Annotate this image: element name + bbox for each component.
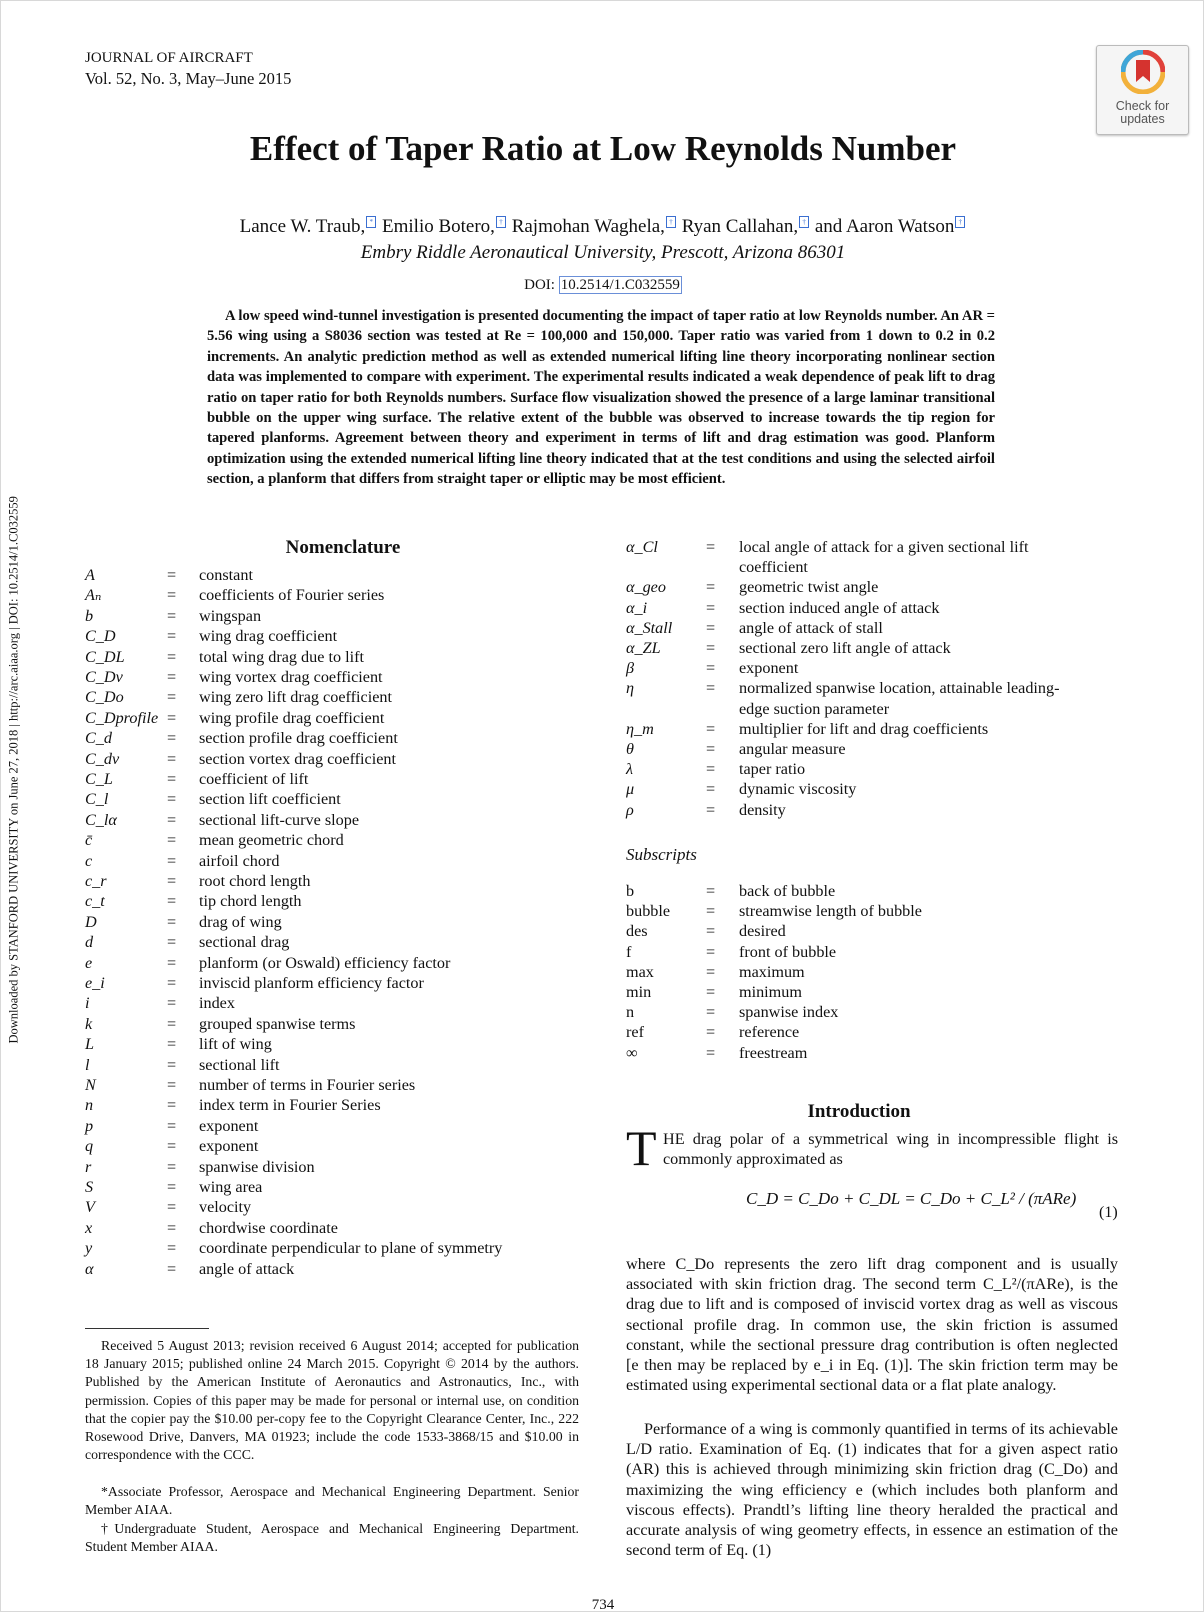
nomenclature-symbol: C_Dv xyxy=(85,668,123,686)
author: Lance W. Traub, xyxy=(239,216,366,237)
nomenclature-symbol: A xyxy=(85,566,95,584)
equals-sign: = xyxy=(706,618,716,637)
nomenclature-symbol: N xyxy=(85,1076,96,1094)
nomenclature-definition: freestream xyxy=(739,1043,808,1062)
equals-sign: = xyxy=(167,953,177,972)
equals-sign: = xyxy=(706,679,716,698)
abstract: A low speed wind-tunnel investigation is presented documenting the impact of taper ratio at low Reynolds number. An AR = 5.56 wing using a S8036 section was tested at Re = 100,000 and 150,000. Taper ratio was varied from 1 down to 0.2 in 0.2 increments. An analytic prediction method as well as extended numerical lifting line theory incorporating nonlinear section data was implemented to compare with experiment. The experimental results indicated a weak dependence of peak lift to drag ratio on taper ratio for both Reynolds numbers. Surface flow visualization showed the presence of a large laminar transitional bubble on the upper wing surface. The relative extent of the bubble was observed to increase towards the tip region for tapered planforms. Agreement between theory and experiment in terms of lift and drag estimation was good. Planform optimization using the extended numerical lifting line theory indicated that at the test conditions and using the selected airfoil section, a planform that differs from straight taper or elliptic may be most efficient. xyxy=(207,308,995,488)
nomenclature-symbol: b xyxy=(85,606,94,625)
equals-sign: = xyxy=(167,668,177,686)
badge-label: Check for updates xyxy=(1115,99,1170,126)
equals-sign: = xyxy=(706,983,716,1001)
nomenclature-symbol: C_DL xyxy=(85,647,125,666)
nomenclature-symbol: ref xyxy=(626,1023,644,1042)
equals-sign: = xyxy=(167,770,177,788)
nomenclature-symbol: c̄ xyxy=(85,831,93,850)
drop-cap: T xyxy=(626,1120,657,1176)
nomenclature-symbol: C_Do xyxy=(85,688,124,707)
nomenclature-definition: index term in Fourier Series xyxy=(199,1096,381,1115)
nomenclature-definition: spanwise index xyxy=(739,1003,839,1022)
equals-sign: = xyxy=(167,1259,177,1278)
equals-sign: = xyxy=(706,962,716,981)
nomenclature-symbol: y xyxy=(85,1239,93,1258)
equals-sign: = xyxy=(167,1239,177,1258)
nomenclature-definition: taper ratio xyxy=(739,760,806,779)
nomenclature-symbol: D xyxy=(85,912,97,931)
journal-volume: Vol. 52, No. 3, May–June 2015 xyxy=(85,69,292,88)
nomenclature-definition: constant xyxy=(199,566,253,584)
equals-sign: = xyxy=(167,1178,177,1196)
equals-sign: = xyxy=(706,598,716,617)
nomenclature-definition: sectional drag xyxy=(199,933,290,952)
equals-sign: = xyxy=(706,800,716,819)
equals-sign: = xyxy=(167,892,177,911)
equals-sign: = xyxy=(706,902,716,921)
nomenclature-symbol: η xyxy=(626,679,635,698)
nomenclature-symbol: n xyxy=(626,1003,635,1022)
download-sidebar: Downloaded by STANFORD UNIVERSITY on June 27, 2018 | http://arc.aiaa.org | DOI: 10.2514/1.C032559 xyxy=(6,496,21,1044)
nomenclature-symbol: α_geo xyxy=(626,578,666,597)
equals-sign: = xyxy=(167,810,177,829)
nomenclature-definition: velocity xyxy=(199,1198,252,1217)
nomenclature-definition: number of terms in Fourier series xyxy=(199,1076,416,1094)
nomenclature-definition: multiplier for lift and drag coefficients xyxy=(739,719,989,738)
nomenclature-definition: tip chord length xyxy=(199,892,302,911)
nomenclature-symbol: d xyxy=(85,933,94,952)
nomenclature-symbol: des xyxy=(626,922,648,941)
nomenclature-definition: wing profile drag coefficient xyxy=(199,708,385,727)
nomenclature-symbol: min xyxy=(626,983,652,1001)
introduction-heading: Introduction xyxy=(807,1101,911,1122)
nomenclature-definition: index xyxy=(199,994,235,1013)
nomenclature-definition: maximum xyxy=(739,962,805,981)
equals-sign: = xyxy=(167,749,177,768)
nomenclature-symbol: ρ xyxy=(626,800,634,819)
nomenclature-symbol: c xyxy=(85,851,93,870)
nomenclature-symbol: r xyxy=(85,1157,92,1176)
nomenclature-symbol: Aₙ xyxy=(85,586,102,605)
nomenclature-definition: section lift coefficient xyxy=(199,790,341,809)
nomenclature-symbol: b xyxy=(626,882,635,900)
footnote-marker[interactable]: † xyxy=(799,216,809,228)
footnote-marker[interactable]: † xyxy=(955,216,965,228)
nomenclature-definition: lift of wing xyxy=(199,1035,272,1054)
equals-sign: = xyxy=(167,606,177,625)
nomenclature-definition: wing drag coefficient xyxy=(199,627,338,646)
equals-sign: = xyxy=(167,627,177,646)
equals-sign: = xyxy=(706,780,716,799)
nomenclature-definition: section profile drag coefficient xyxy=(199,729,398,748)
nomenclature-definition: density xyxy=(739,800,786,819)
equals-sign: = xyxy=(706,922,716,941)
equals-sign: = xyxy=(167,647,177,666)
nomenclature-definition: coordinate perpendicular to plane of symmetry xyxy=(199,1239,503,1258)
nomenclature-symbol: C_D xyxy=(85,627,116,646)
nomenclature-definition: normalized spanwise location, attainable leading- xyxy=(739,679,1060,698)
doi-label: DOI: xyxy=(524,277,555,293)
nomenclature-symbol: V xyxy=(85,1198,95,1217)
nomenclature-symbol: i xyxy=(85,994,90,1013)
nomenclature-symbol: l xyxy=(85,1055,90,1074)
equals-sign: = xyxy=(167,831,177,850)
equals-sign: = xyxy=(167,1116,177,1135)
nomenclature-symbol: e_i xyxy=(85,974,105,992)
paper-title: Effect of Taper Ratio at Low Reynolds Number xyxy=(249,129,957,168)
nomenclature-symbol: η_m xyxy=(626,719,654,738)
nomenclature-symbol: x xyxy=(85,1218,93,1237)
equals-sign: = xyxy=(167,1096,177,1115)
equals-sign: = xyxy=(706,659,716,678)
nomenclature-definition-continued: coefficient xyxy=(739,558,808,577)
nomenclature-symbol: L xyxy=(85,1035,95,1054)
nomenclature-right-column xyxy=(626,537,1118,827)
nomenclature-symbol: θ xyxy=(626,740,634,758)
equals-sign: = xyxy=(167,729,177,748)
nomenclature-definition: chordwise coordinate xyxy=(199,1218,338,1237)
nomenclature-definition: angular measure xyxy=(739,740,846,758)
nomenclature-symbol: q xyxy=(85,1137,94,1156)
intro-paragraph-1: HE drag polar of a symmetrical wing in incompressible flight is commonly approximated as xyxy=(663,1130,1118,1168)
nomenclature-definition: total wing drag due to lift xyxy=(199,647,364,666)
nomenclature-definition: sectional zero lift angle of attack xyxy=(739,639,951,657)
nomenclature-definition: minimum xyxy=(739,983,802,1001)
nomenclature-symbol: C_l xyxy=(85,790,109,809)
nomenclature-symbol: C_d xyxy=(85,729,112,748)
nomenclature-definition: sectional lift-curve slope xyxy=(199,810,360,829)
nomenclature-symbol: C_lα xyxy=(85,810,117,829)
nomenclature-definition-continued: edge suction parameter xyxy=(739,699,890,718)
equals-sign: = xyxy=(167,708,177,727)
nomenclature-definition: section induced angle of attack xyxy=(739,598,940,617)
nomenclature-symbol: α_Cl xyxy=(626,538,658,556)
affiliation: Embry Riddle Aeronautical University, Prescott, Arizona 86301 xyxy=(360,242,846,263)
nomenclature-definition: mean geometric chord xyxy=(199,831,344,850)
author: Emilio Botero, xyxy=(382,216,495,237)
nomenclature-left-column xyxy=(85,565,585,1285)
equals-sign: = xyxy=(167,974,177,992)
nomenclature-definition: root chord length xyxy=(199,872,311,890)
equals-sign: = xyxy=(706,740,716,758)
nomenclature-symbol: C_L xyxy=(85,770,113,788)
footnote-marker[interactable]: † xyxy=(496,216,506,228)
equals-sign: = xyxy=(167,1198,177,1217)
equals-sign: = xyxy=(167,1014,177,1033)
equals-sign: = xyxy=(167,1157,177,1176)
nomenclature-definition: spanwise division xyxy=(199,1157,315,1176)
equals-sign: = xyxy=(706,760,716,779)
nomenclature-definition: airfoil chord xyxy=(199,851,280,870)
nomenclature-definition: wing vortex drag coefficient xyxy=(199,668,383,686)
crossmark-icon xyxy=(1121,50,1165,94)
equals-sign: = xyxy=(167,851,177,870)
nomenclature-definition: front of bubble xyxy=(739,942,837,961)
intro-paragraph-3: Performance of a wing is commonly quantified in terms of its achievable L/D ratio. Examination of Eq. (1) indicates that for a given aspect ratio (AR) this is achieved through minimizing skin friction drag (C_Do) and maximizing the wing efficiency e (which includes both planform and viscous effects). Prandtl’s lifting line theory heralded the practical and accurate analysis of wing geometry effects, in essence an estimation of the second term of Eq. (1) xyxy=(626,1420,1118,1560)
equals-sign: = xyxy=(167,586,177,605)
equals-sign: = xyxy=(706,538,716,556)
equals-sign: = xyxy=(706,1043,716,1062)
equals-sign: = xyxy=(167,1076,177,1094)
nomenclature-definition: section vortex drag coefficient xyxy=(199,749,397,768)
equals-sign: = xyxy=(706,1023,716,1042)
footnote-associate: *Associate Professor, Aerospace and Mechanical Engineering Department. Senior Member AIAA. xyxy=(85,1484,579,1518)
nomenclature-symbol: p xyxy=(85,1116,94,1135)
equals-sign: = xyxy=(706,1003,716,1022)
footnote-rule xyxy=(85,1328,209,1329)
nomenclature-symbol: α_i xyxy=(626,598,648,617)
nomenclature-symbol: μ xyxy=(626,780,635,799)
nomenclature-definition: reference xyxy=(739,1023,800,1042)
equals-sign: = xyxy=(706,578,716,597)
nomenclature-definition: wing zero lift drag coefficient xyxy=(199,688,392,707)
check-for-updates-badge[interactable] xyxy=(1096,45,1189,135)
author-list xyxy=(1,216,1204,238)
nomenclature-symbol: bubble xyxy=(626,902,671,921)
nomenclature-symbol: S xyxy=(85,1178,94,1196)
nomenclature-symbol: f xyxy=(626,942,632,961)
author: Ryan Callahan, xyxy=(681,216,799,237)
equals-sign: = xyxy=(167,933,177,952)
nomenclature-heading: Nomenclature xyxy=(285,537,401,558)
nomenclature-symbol: β xyxy=(626,659,635,678)
nomenclature-symbol: C_Dprofile xyxy=(85,708,159,727)
nomenclature-definition: angle of attack of stall xyxy=(739,618,883,637)
equals-sign: = xyxy=(167,1055,177,1074)
nomenclature-definition: coefficient of lift xyxy=(199,770,309,788)
doi-line xyxy=(1,277,1204,294)
nomenclature-definition: back of bubble xyxy=(739,882,836,900)
equals-sign: = xyxy=(167,1137,177,1156)
nomenclature-symbol: k xyxy=(85,1014,93,1033)
nomenclature-definition: wing area xyxy=(199,1178,263,1196)
nomenclature-symbol: α_ZL xyxy=(626,639,661,657)
nomenclature-definition: streamwise length of bubble xyxy=(739,902,922,921)
nomenclature-symbol: C_dv xyxy=(85,749,120,768)
page-number: 734 xyxy=(591,1597,615,1613)
footnote-marker[interactable]: * xyxy=(366,216,376,228)
equals-sign: = xyxy=(167,994,177,1013)
nomenclature-definition: drag of wing xyxy=(199,912,282,931)
equals-sign: = xyxy=(706,942,716,961)
nomenclature-symbol: α xyxy=(85,1259,94,1278)
nomenclature-definition: exponent xyxy=(199,1137,259,1156)
nomenclature-definition: planform (or Oswald) efficiency factor xyxy=(199,953,451,972)
nomenclature-definition: coefficients of Fourier series xyxy=(199,586,385,605)
equals-sign: = xyxy=(167,872,177,890)
nomenclature-symbol: c_t xyxy=(85,892,105,911)
footnote-received: Received 5 August 2013; revision received 6 August 2014; accepted for publication 18 January 2015; published online 24 March 2015. Copyright © 2014 by the authors. Published by the American Institute of Aeronautics and Astronautics, Inc., with permission. Copies of this paper may be made for personal or internal use, on condition that the copier pay the $10.00 per-copy fee to the Copyright Clearance Center, Inc., 222 Rosewood Drive, Danvers, MA 01923; include the code 1533-3868/15 and $10.00 in correspondence with the CCC. xyxy=(85,1338,579,1463)
nomenclature-definition: exponent xyxy=(199,1116,259,1135)
nomenclature-definition: local angle of attack for a given sectional lift xyxy=(739,538,1029,556)
nomenclature-definition: dynamic viscosity xyxy=(739,780,857,799)
equals-sign: = xyxy=(167,912,177,931)
footnote-student: †Undergraduate Student, Aerospace and Mechanical Engineering Department. Student Member AIAA. xyxy=(85,1521,579,1555)
equation-number: (1) xyxy=(1099,1204,1118,1221)
doi-link[interactable]: 10.2514/1.C032559 xyxy=(560,277,680,293)
nomenclature-definition: geometric twist angle xyxy=(739,578,879,597)
equals-sign: = xyxy=(706,882,716,900)
nomenclature-definition: wingspan xyxy=(199,606,262,625)
equals-sign: = xyxy=(167,1035,177,1054)
nomenclature-symbol: λ xyxy=(626,760,634,779)
nomenclature-definition: inviscid planform efficiency factor xyxy=(199,974,424,992)
equals-sign: = xyxy=(167,1218,177,1237)
nomenclature-symbol: ∞ xyxy=(626,1043,638,1062)
footnote-marker[interactable]: † xyxy=(666,216,676,228)
nomenclature-definition: sectional lift xyxy=(199,1055,280,1074)
subscripts-heading: Subscripts xyxy=(626,845,697,864)
equation-1: C_D = C_Do + C_DL = C_Do + C_L² / (πARe) xyxy=(746,1189,1077,1208)
equals-sign: = xyxy=(167,566,177,584)
author: and Aaron Watson xyxy=(814,216,955,237)
nomenclature-definition: exponent xyxy=(739,659,799,678)
nomenclature-symbol: α_Stall xyxy=(626,618,673,637)
subscripts-list xyxy=(626,881,1118,1081)
nomenclature-symbol: c_r xyxy=(85,872,107,890)
nomenclature-symbol: e xyxy=(85,953,93,972)
nomenclature-symbol: max xyxy=(626,962,654,981)
nomenclature-definition: grouped spanwise terms xyxy=(199,1014,356,1033)
equals-sign: = xyxy=(706,639,716,657)
author: Rajmohan Waghela, xyxy=(511,216,665,237)
intro-paragraph-2: where C_Do represents the zero lift drag component and is usually associated with skin friction drag. The second term C_L²/(πARe), is the drag due to lift and is composed of inviscid vortex drag as well as viscous sectional profile drag. In common use, the skin friction is assumed constant, while the sectional pressure drag contribution is often neglected [e then may be replaced by e_i in Eq. (1)]. The skin friction term may be estimated using experimental sectional data or a flat plate analogy. xyxy=(626,1255,1118,1395)
equals-sign: = xyxy=(167,790,177,809)
nomenclature-definition: angle of attack xyxy=(199,1259,295,1278)
nomenclature-definition: desired xyxy=(739,922,786,941)
journal-name: JOURNAL OF AIRCRAFT xyxy=(85,50,253,66)
nomenclature-symbol: n xyxy=(85,1096,94,1115)
equals-sign: = xyxy=(706,719,716,738)
equals-sign: = xyxy=(167,688,177,707)
